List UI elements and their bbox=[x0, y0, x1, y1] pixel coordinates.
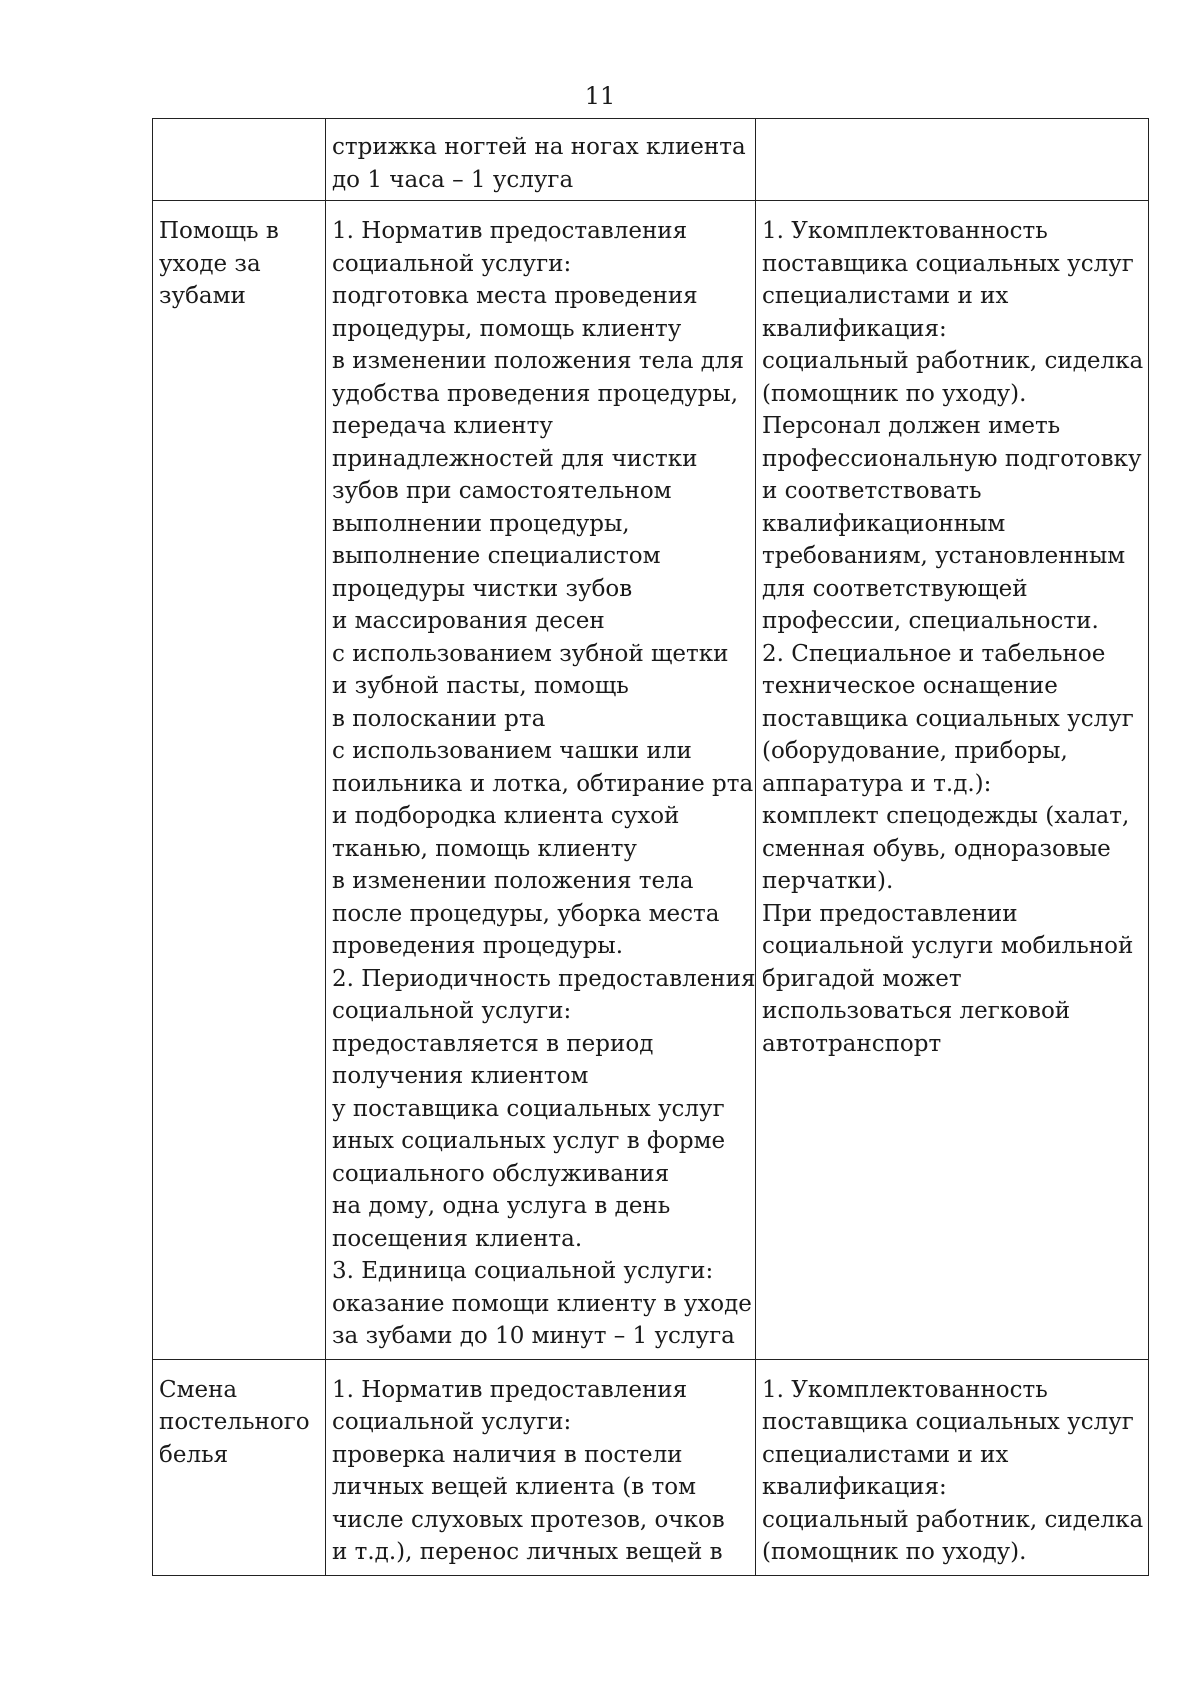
service-norm-cell bbox=[326, 119, 756, 201]
text-line: 1. Укомплектованность bbox=[762, 1376, 1048, 1403]
text-line: уходе за bbox=[159, 250, 261, 277]
text-line: и т.д.), перенос личных вещей в bbox=[332, 1539, 723, 1565]
text-line: социальной услуги: bbox=[332, 998, 572, 1024]
text-line: (помощник по уходу). bbox=[762, 1539, 1027, 1565]
text-line: Смена bbox=[159, 1376, 238, 1403]
text-line: техническое оснащение bbox=[762, 673, 1058, 699]
text-line: поставщика социальных услуг bbox=[762, 250, 1134, 277]
service-name-cell bbox=[153, 201, 326, 1360]
text-line: поильника и лотка, обтирание рта bbox=[332, 770, 754, 797]
text-line: иных социальных услуг в форме bbox=[332, 1128, 726, 1154]
text-line: социальный работник, сиделка bbox=[762, 348, 1144, 374]
text-line: 2. Специальное и табельное bbox=[762, 640, 1106, 667]
text-line: у поставщика социальных услуг bbox=[332, 1095, 725, 1122]
text-line: процедуры, помощь клиенту bbox=[332, 315, 682, 342]
text-line: комплект спецодежды (халат, bbox=[762, 803, 1130, 829]
text-line: посещения клиента. bbox=[332, 1225, 583, 1252]
text-line: до 1 часа – 1 услуга bbox=[332, 166, 574, 193]
text-line: и соответствовать bbox=[762, 478, 982, 504]
service-requirements-cell bbox=[756, 119, 1149, 201]
text-line: на дому, одна услуга в день bbox=[332, 1193, 671, 1219]
service-norm-cell bbox=[326, 201, 756, 1360]
text-line: белья bbox=[159, 1441, 229, 1468]
text-line: постельного bbox=[159, 1409, 310, 1435]
text-line: принадлежностей для чистки bbox=[332, 445, 698, 472]
text-line: специалистами и их bbox=[762, 1441, 1009, 1468]
text-line: поставщика социальных услуг bbox=[762, 1409, 1134, 1435]
text-line: Персонал должен иметь bbox=[762, 413, 1061, 439]
text-line: зубов при самостоятельном bbox=[332, 478, 672, 504]
text-line: 1. Укомплектованность bbox=[762, 218, 1048, 244]
text-line: для соответствующей bbox=[762, 575, 1028, 602]
table-row bbox=[153, 1359, 1149, 1575]
text-line: профессии, специальности. bbox=[762, 608, 1099, 634]
text-line: (помощник по уходу). bbox=[762, 380, 1027, 407]
text-line: предоставляется в период bbox=[332, 1030, 654, 1057]
text-line: автотранспорт bbox=[762, 1030, 942, 1057]
service-norm-cell bbox=[326, 1359, 756, 1575]
table-row bbox=[153, 201, 1149, 1360]
text-line: получения клиентом bbox=[332, 1063, 589, 1089]
text-line: профессиональную подготовку bbox=[762, 445, 1142, 472]
text-line: тканью, помощь клиенту bbox=[332, 835, 637, 862]
text-line: выполнении процедуры, bbox=[332, 510, 630, 537]
text-line: социальной услуги: bbox=[332, 1409, 572, 1435]
text-line: специалистами и их bbox=[762, 283, 1009, 309]
text-line: квалификация: bbox=[762, 1474, 947, 1500]
text-line: бригадой может bbox=[762, 965, 962, 992]
text-line: и массирования десен bbox=[332, 608, 605, 634]
text-line: подготовка места проведения bbox=[332, 283, 698, 309]
text-line: после процедуры, уборка места bbox=[332, 900, 720, 927]
text-line: 1. Норматив предоставления bbox=[332, 1376, 688, 1403]
text-line: социального обслуживания bbox=[332, 1160, 670, 1187]
text-line: квалификационным bbox=[762, 510, 1006, 537]
text-line: социальный работник, сиделка bbox=[762, 1506, 1144, 1533]
services-table bbox=[152, 118, 1149, 1576]
text-line: с использованием чашки или bbox=[332, 738, 692, 764]
text-line: с использованием зубной щетки bbox=[332, 640, 729, 667]
service-requirements-cell bbox=[756, 1359, 1149, 1575]
text-line: сменная обувь, одноразовые bbox=[762, 835, 1111, 862]
text-line: оказание помощи клиенту в уходе bbox=[332, 1290, 752, 1317]
text-line: в изменении положения тела для bbox=[332, 348, 745, 374]
text-line: процедуры чистки зубов bbox=[332, 575, 633, 602]
text-line: передача клиенту bbox=[332, 413, 553, 439]
table-row bbox=[153, 119, 1149, 201]
text-line: требованиям, установленным bbox=[762, 543, 1126, 569]
text-line: квалификация: bbox=[762, 315, 947, 342]
text-line: 3. Единица социальной услуги: bbox=[332, 1258, 714, 1284]
text-line: социальной услуги: bbox=[332, 250, 572, 277]
text-line: зубами bbox=[159, 283, 246, 309]
text-line: перчатки). bbox=[762, 868, 894, 894]
text-line: поставщика социальных услуг bbox=[762, 705, 1134, 732]
service-requirements-cell bbox=[756, 201, 1149, 1360]
text-line: использоваться легковой bbox=[762, 998, 1071, 1024]
text-line: в изменении положения тела bbox=[332, 868, 694, 894]
service-name-cell bbox=[153, 119, 326, 201]
text-line: 1. Норматив предоставления bbox=[332, 218, 688, 244]
text-line: стрижка ногтей на ногах клиента bbox=[332, 134, 746, 160]
text-line: (оборудование, приборы, bbox=[762, 738, 1068, 764]
text-line: 2. Периодичность предоставления bbox=[332, 965, 756, 992]
text-line: проведения процедуры. bbox=[332, 933, 624, 959]
text-line: При предоставлении bbox=[762, 900, 1018, 927]
text-line: удобства проведения процедуры, bbox=[332, 380, 739, 407]
service-name-cell bbox=[153, 1359, 326, 1575]
text-line: социальной услуги мобильной bbox=[762, 933, 1134, 959]
text-line: личных вещей клиента (в том bbox=[332, 1474, 696, 1500]
text-line: проверка наличия в постели bbox=[332, 1441, 683, 1468]
text-line: Помощь в bbox=[159, 218, 279, 244]
text-line: аппаратура и т.д.): bbox=[762, 770, 992, 797]
text-line: за зубами до 10 минут – 1 услуга bbox=[332, 1323, 735, 1349]
text-line: числе слуховых протезов, очков bbox=[332, 1506, 725, 1533]
text-line: и подбородка клиента сухой bbox=[332, 803, 680, 829]
page-number: 11 bbox=[584, 82, 616, 110]
text-line: выполнение специалистом bbox=[332, 543, 661, 569]
text-line: в полоскании рта bbox=[332, 705, 546, 732]
text-line: и зубной пасты, помощь bbox=[332, 673, 629, 699]
